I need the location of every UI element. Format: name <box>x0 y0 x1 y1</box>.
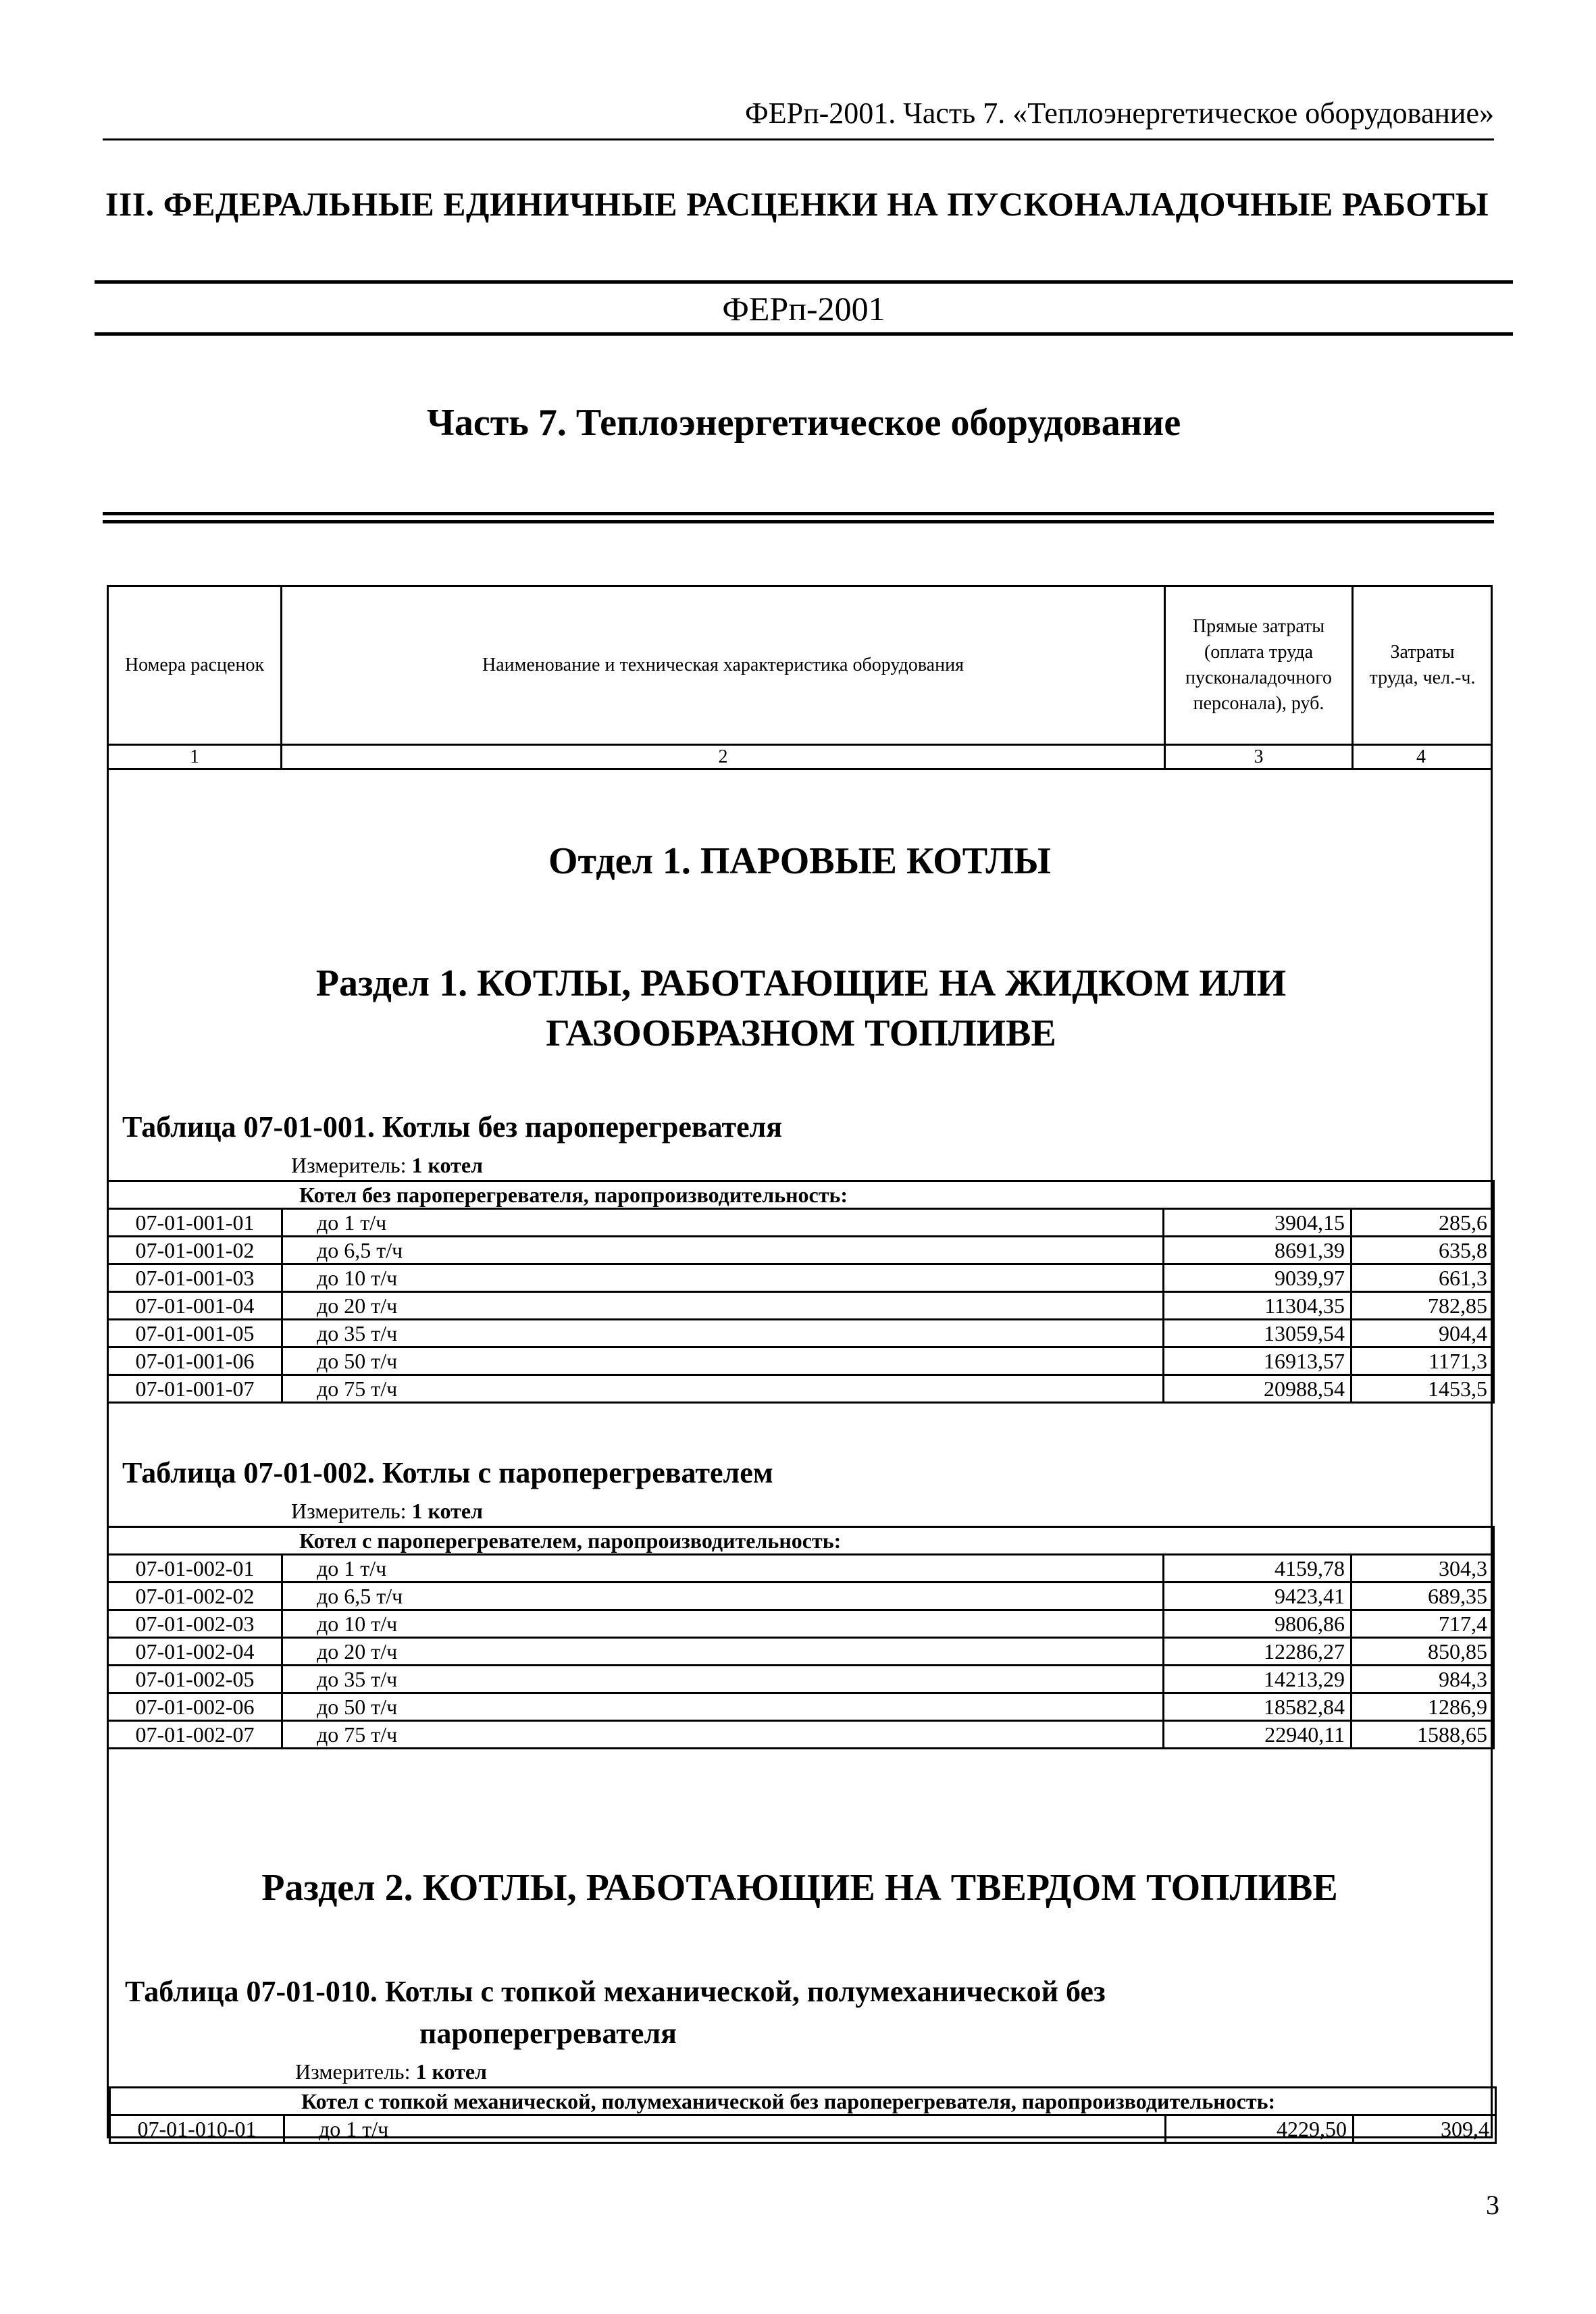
column-number-2: 2 <box>718 746 728 767</box>
rates-frame <box>107 585 1493 2141</box>
rate-cost: 14213,29 <box>1164 1666 1352 1693</box>
rate-code: 07-01-002-01 <box>108 1555 282 1583</box>
rate-labor: 285,6 <box>1352 1209 1494 1237</box>
table-row <box>108 1666 1494 1693</box>
rate-cost: 13059,54 <box>1164 1320 1352 1347</box>
rate-cost: 11304,35 <box>1164 1292 1352 1320</box>
section-2-title: Раздел 2. КОТЛЫ, РАБОТАЮЩИЕ НА ТВЕРДОМ ТОПЛИВЕ <box>261 1867 1338 1909</box>
table-row <box>108 1237 1494 1264</box>
rates-table-3 <box>109 2086 1497 2144</box>
table-group-label: Котел без пароперегревателя, паропроизводительность: <box>108 1181 1494 1209</box>
rate-cost: 16913,57 <box>1164 1347 1352 1375</box>
column-header-name: Наименование и техническая характеристика оборудования <box>482 654 964 675</box>
table-row <box>108 1375 1494 1403</box>
table-group-row <box>108 1527 1494 1555</box>
rate-name: до 20 т/ч <box>282 1638 1164 1666</box>
column-header-cost: Прямые затраты (оплата труда пусконаладочного персонала), руб. <box>1185 616 1333 714</box>
rate-code: 07-01-001-05 <box>108 1320 282 1347</box>
rate-cost: 9806,86 <box>1164 1610 1352 1638</box>
table-3-title-line-2: пароперегревателя <box>419 2017 677 2050</box>
rate-cost: 18582,84 <box>1164 1693 1352 1721</box>
col-divider-3 <box>1352 587 1354 769</box>
table-1-unit <box>291 1152 483 1179</box>
table-group-row <box>110 2088 1496 2115</box>
rates-table-2 <box>107 1526 1495 1749</box>
code-label: ФЕРп-2001 <box>722 290 885 328</box>
division-title: Отдел 1. ПАРОВЫЕ КОТЛЫ <box>548 840 1052 882</box>
rate-cost: 20988,54 <box>1164 1375 1352 1403</box>
table-row <box>108 1638 1494 1666</box>
section-1-title: Раздел 1. КОТЛЫ, РАБОТАЮЩИЕ НА ЖИДКОМ ИЛИ ГАЗООБРАЗНОМ ТОПЛИВЕ <box>315 962 1287 1054</box>
rate-labor: 309,4 <box>1354 2115 1496 2143</box>
column-number-1: 1 <box>190 746 199 767</box>
table-row <box>110 2115 1496 2143</box>
column-number-3: 3 <box>1254 746 1264 767</box>
rate-code: 07-01-002-02 <box>108 1583 282 1610</box>
rate-code: 07-01-002-04 <box>108 1638 282 1666</box>
rate-labor: 304,3 <box>1352 1555 1494 1583</box>
rate-cost: 22940,11 <box>1164 1721 1352 1749</box>
rate-labor: 782,85 <box>1352 1292 1494 1320</box>
column-number-4: 4 <box>1416 746 1426 767</box>
table-3-unit-label: Измеритель: <box>295 2059 411 2084</box>
part-heading: III. ФЕДЕРАЛЬНЫЕ ЕДИНИЧНЫЕ РАСЦЕНКИ НА ПУСКОНАЛАДОЧНЫЕ РАБОТЫ <box>105 185 1489 223</box>
rate-cost: 9423,41 <box>1164 1583 1352 1610</box>
rate-labor: 689,35 <box>1352 1583 1494 1610</box>
rate-labor: 1453,5 <box>1352 1375 1494 1403</box>
rate-labor: 717,4 <box>1352 1610 1494 1638</box>
rate-name: до 10 т/ч <box>282 1610 1164 1638</box>
rate-name: до 20 т/ч <box>282 1292 1164 1320</box>
rate-labor: 984,3 <box>1352 1666 1494 1693</box>
rate-cost: 8691,39 <box>1164 1237 1352 1264</box>
rate-cost: 4229,50 <box>1166 2115 1354 2143</box>
table-row <box>108 1320 1494 1347</box>
page-number: 3 <box>1486 2190 1499 2220</box>
rate-code: 07-01-001-01 <box>108 1209 282 1237</box>
rate-name: до 50 т/ч <box>282 1693 1164 1721</box>
rate-name: до 35 т/ч <box>282 1666 1164 1693</box>
rate-code: 07-01-001-07 <box>108 1375 282 1403</box>
table-group-row <box>108 1181 1494 1209</box>
column-header-codes: Номера расценок <box>124 654 265 675</box>
rate-labor: 635,8 <box>1352 1237 1494 1264</box>
rate-code: 07-01-001-06 <box>108 1347 282 1375</box>
rate-labor: 904,4 <box>1352 1320 1494 1347</box>
rate-code: 07-01-002-07 <box>108 1721 282 1749</box>
rate-name: до 75 т/ч <box>282 1721 1164 1749</box>
rate-code: 07-01-002-03 <box>108 1610 282 1638</box>
rate-name: до 1 т/ч <box>284 2115 1166 2143</box>
table-row <box>108 1347 1494 1375</box>
running-header: ФЕРп-2001. Часть 7. «Теплоэнергетическое оборудование» <box>744 97 1494 130</box>
table-1-unit-label: Измеритель: <box>291 1153 407 1177</box>
table-3-unit <box>295 2058 487 2085</box>
table-1-unit-value: 1 котел <box>411 1153 483 1177</box>
rate-code: 07-01-001-03 <box>108 1264 282 1292</box>
table-group-label: Котел с топкой механической, полумеханической без пароперегревателя, паропроизводительность: <box>110 2088 1496 2115</box>
table-2-unit <box>291 1497 483 1524</box>
table-row <box>108 1693 1494 1721</box>
rate-cost: 4159,78 <box>1164 1555 1352 1583</box>
rate-labor: 850,85 <box>1352 1638 1494 1666</box>
rate-cost: 3904,15 <box>1164 1209 1352 1237</box>
table-row <box>108 1209 1494 1237</box>
table-row <box>108 1292 1494 1320</box>
header-rule <box>103 138 1494 140</box>
part-title: Часть 7. Теплоэнергетическое оборудование <box>426 402 1181 444</box>
rate-name: до 1 т/ч <box>282 1555 1164 1583</box>
table-3-title-line-1: Таблица 07-01-010. Котлы с топкой механической, полумеханической без <box>125 1975 1106 2008</box>
rate-name: до 10 т/ч <box>282 1264 1164 1292</box>
table-2-unit-value: 1 котел <box>411 1499 483 1523</box>
table-group-label: Котел с пароперегревателем, паропроизводительность: <box>108 1527 1494 1555</box>
rate-code: 07-01-002-06 <box>108 1693 282 1721</box>
rate-name: до 35 т/ч <box>282 1320 1164 1347</box>
table-row <box>108 1721 1494 1749</box>
table-1-title: Таблица 07-01-001. Котлы без пароперегревателя <box>122 1110 783 1143</box>
code-rule-top <box>95 280 1513 284</box>
rate-labor: 1588,65 <box>1352 1721 1494 1749</box>
rate-labor: 1171,3 <box>1352 1347 1494 1375</box>
rate-name: до 75 т/ч <box>282 1375 1164 1403</box>
col-divider-2 <box>1164 587 1166 769</box>
code-rule-bottom <box>95 332 1513 336</box>
rate-code: 07-01-010-01 <box>110 2115 284 2143</box>
table-row <box>108 1264 1494 1292</box>
table-3-unit-value: 1 котел <box>415 2059 487 2084</box>
table-2-title: Таблица 07-01-002. Котлы с пароперегревателем <box>122 1456 773 1489</box>
double-rule-bottom <box>103 520 1494 523</box>
table-2-unit-label: Измеритель: <box>291 1499 407 1523</box>
rate-labor: 1286,9 <box>1352 1693 1494 1721</box>
rate-code: 07-01-001-04 <box>108 1292 282 1320</box>
rate-code: 07-01-001-02 <box>108 1237 282 1264</box>
rates-table-1 <box>107 1180 1495 1404</box>
column-header-labor: Затраты труда, чел.-ч. <box>1369 642 1476 688</box>
rate-name: до 6,5 т/ч <box>282 1237 1164 1264</box>
rate-name: до 50 т/ч <box>282 1347 1164 1375</box>
rate-name: до 6,5 т/ч <box>282 1583 1164 1610</box>
rate-cost: 12286,27 <box>1164 1638 1352 1666</box>
rate-cost: 9039,97 <box>1164 1264 1352 1292</box>
double-rule-top <box>103 512 1494 515</box>
rate-code: 07-01-002-05 <box>108 1666 282 1693</box>
table-row <box>108 1583 1494 1610</box>
table-row <box>108 1555 1494 1583</box>
table-row <box>108 1610 1494 1638</box>
rate-labor: 661,3 <box>1352 1264 1494 1292</box>
rate-name: до 1 т/ч <box>282 1209 1164 1237</box>
